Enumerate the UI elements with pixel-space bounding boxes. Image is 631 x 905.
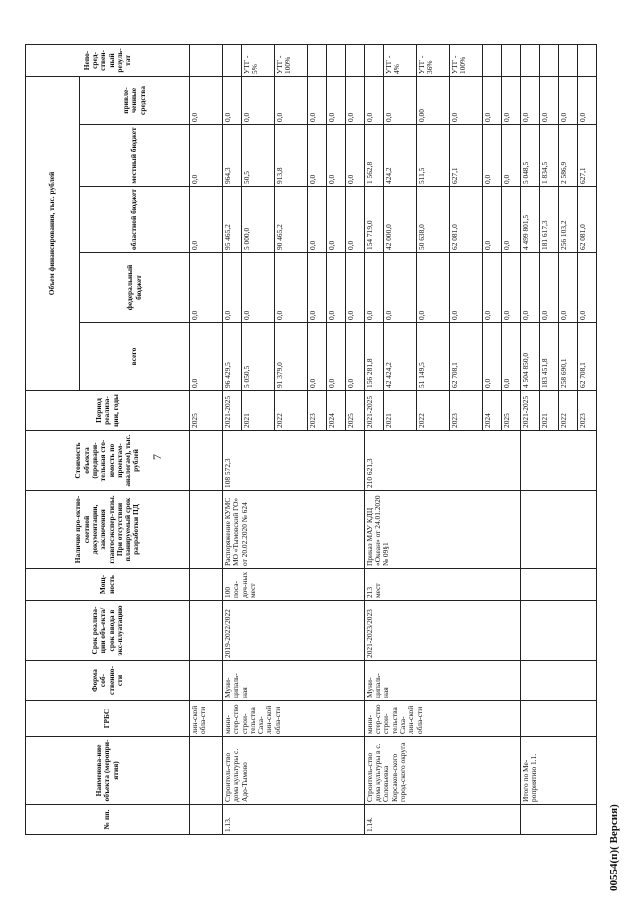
cell-federal: 0,0 (307, 253, 326, 323)
table-row (520, 44, 539, 834)
cell-total: 51 149,5 (416, 323, 449, 391)
cell-local: 1 834,5 (539, 125, 558, 187)
header-federal: федеральный бюджет (80, 253, 190, 323)
cell-local: 0,0 (326, 125, 345, 187)
cell-grbs: мини-стер-ство строи-тельства Саха-лин-ской обла-сти (364, 701, 520, 737)
cell-regional: 0,0 (190, 187, 223, 253)
cell-attracted: 0,0 (482, 76, 501, 124)
cell-local: 0,0 (345, 125, 364, 187)
cell-regional: 256 103,2 (558, 187, 577, 253)
cell-result (345, 44, 364, 76)
cell-federal: 0,0 (383, 253, 416, 323)
header-period-years: Период реализа-ции, годы (26, 391, 190, 431)
cell-total: 0,0 (190, 323, 223, 391)
cell-regional: 0,0 (307, 187, 326, 253)
cell-attracted: 0,00 (416, 76, 449, 124)
cell-result (222, 44, 241, 76)
cell-total: 258 690,1 (558, 323, 577, 391)
cell-num (190, 805, 223, 835)
cell-year: 2023 (449, 391, 482, 431)
cell-regional: 90 465,2 (274, 187, 307, 253)
cell-result: УТГ - 100% (274, 44, 307, 76)
cell-result (577, 44, 596, 76)
document-footer: 00554(п)( Версия) (608, 804, 620, 891)
cell-federal: 0,0 (558, 253, 577, 323)
cell-regional: 0,0 (345, 187, 364, 253)
cell-capacity: 213 мест (364, 569, 520, 601)
cell-attracted: 0,0 (307, 76, 326, 124)
cell-total: 5 050,5 (241, 323, 274, 391)
cell-attracted: 0,0 (190, 76, 223, 124)
cell-ownership (520, 661, 596, 701)
cell-year: 2021 (383, 391, 416, 431)
cell-local: 424,2 (383, 125, 416, 187)
cell-result (190, 44, 223, 76)
cell-total: 0,0 (482, 323, 501, 391)
cell-period-build: 2021-2023/2023 (364, 601, 520, 661)
cell-name: Итого по Ме-роприятию 1.1. (520, 737, 596, 805)
cell-total: 0,0 (501, 323, 520, 391)
cell-result (501, 44, 520, 76)
cell-regional: 154 719,0 (364, 187, 383, 253)
cell-period-build (190, 601, 223, 661)
cell-total: 156 281,8 (364, 323, 383, 391)
cell-result: УТГ - 4% (383, 44, 416, 76)
cell-local: 5 048,5 (520, 125, 539, 187)
cell-result: УТГ - 5% (241, 44, 274, 76)
cell-cost (520, 431, 596, 491)
cell-name: Строитель-ство дома культуры с. Адо-Тымово (222, 737, 364, 805)
cell-regional: 0,0 (326, 187, 345, 253)
header-design-docs: Наличие про-ектно-сметной документации, заключения главгосэкспер-тизы. При отсутствии планируемый срок разработки ПД (26, 491, 190, 569)
cell-local: 913,8 (274, 125, 307, 187)
cell-result (520, 44, 539, 76)
header-row-top (26, 44, 80, 834)
table-row (364, 44, 383, 834)
header-result: Непо-сред-ствен-ный резуль-тат (26, 44, 190, 76)
header-num: № пп. (26, 805, 190, 835)
cell-result: УТГ - 100% (449, 44, 482, 76)
cell-local: 50,5 (241, 125, 274, 187)
cell-year: 2025 (345, 391, 364, 431)
cell-design-docs (520, 491, 596, 569)
cell-year: 2021-2025 (520, 391, 539, 431)
cell-num: 1.14. (364, 805, 520, 835)
cell-year: 2025 (190, 391, 223, 431)
cell-regional: 4 499 801,5 (520, 187, 539, 253)
cell-cost: 108 572,3 (222, 431, 364, 491)
cell-federal: 0,0 (416, 253, 449, 323)
cell-local: 964,3 (222, 125, 241, 187)
cell-federal: 0,0 (482, 253, 501, 323)
cell-local: 1 562,8 (364, 125, 383, 187)
cell-ownership (190, 661, 223, 701)
cell-attracted: 0,0 (577, 76, 596, 124)
cell-regional: 62 081,0 (577, 187, 596, 253)
cell-attracted: 0,0 (539, 76, 558, 124)
cell-cost: 210 621,3 (364, 431, 520, 491)
cell-federal: 0,0 (449, 253, 482, 323)
cell-year: 2023 (307, 391, 326, 431)
cell-name (190, 737, 223, 805)
cell-federal: 0,0 (345, 253, 364, 323)
header-local: местный бюджет (80, 125, 190, 187)
cell-federal: 0,0 (577, 253, 596, 323)
cell-federal: 0,0 (222, 253, 241, 323)
cell-total: 91 379,0 (274, 323, 307, 391)
cell-local: 0,0 (307, 125, 326, 187)
cell-attracted: 0,0 (222, 76, 241, 124)
page-number: 7 (150, 454, 164, 460)
cell-design-docs (190, 491, 223, 569)
cell-regional: 95 465,2 (222, 187, 241, 253)
cell-year: 2021 (241, 391, 274, 431)
cell-total: 0,0 (307, 323, 326, 391)
header-funding-group: Объем финансирования, тыс. рублей (26, 76, 80, 390)
cell-regional: 181 617,3 (539, 187, 558, 253)
cell-attracted: 0,0 (364, 76, 383, 124)
cell-design-docs: Приказ МАУ КДЦ «Океан» от 24.01.2020 № 09§1 (364, 491, 520, 569)
cell-total: 96 429,5 (222, 323, 241, 391)
cell-total: 62 708,1 (577, 323, 596, 391)
cell-num (520, 805, 596, 835)
cell-total: 62 708,1 (449, 323, 482, 391)
header-grbs: ГРБС (26, 701, 190, 737)
header-attracted: привле-ченные средства (80, 76, 190, 124)
cell-local: 627,1 (577, 125, 596, 187)
cell-attracted: 0,0 (558, 76, 577, 124)
cell-federal: 0,0 (274, 253, 307, 323)
cell-local: 0,0 (482, 125, 501, 187)
cell-cost (190, 431, 223, 491)
header-period-build: Срок реализа-ции объ-екта/срок ввода в экс-плуатацию (26, 601, 190, 661)
cell-total: 183 451,8 (539, 323, 558, 391)
cell-result (539, 44, 558, 76)
cell-period-build: 2019-2022/2022 (222, 601, 364, 661)
cell-attracted: 0,0 (274, 76, 307, 124)
cell-total: 0,0 (326, 323, 345, 391)
cell-local: 0,0 (501, 125, 520, 187)
cell-result (482, 44, 501, 76)
cell-num: 1.13. (222, 805, 364, 835)
cell-capacity (190, 569, 223, 601)
cell-regional: 62 081,0 (449, 187, 482, 253)
cell-ownership: Муни-ципаль-ная (222, 661, 364, 701)
cell-attracted: 0,0 (241, 76, 274, 124)
cell-regional: 42 000,0 (383, 187, 416, 253)
cell-result (326, 44, 345, 76)
cell-local: 0,0 (190, 125, 223, 187)
header-ownership: Форма соб-ственно-сти (26, 661, 190, 701)
cell-total: 4 504 850,0 (520, 323, 539, 391)
cell-local: 627,1 (449, 125, 482, 187)
cell-year: 2024 (326, 391, 345, 431)
cell-year: 2021-2025 (222, 391, 241, 431)
header-total: всего (80, 323, 190, 391)
table-row (222, 44, 241, 834)
cell-regional: 0,0 (501, 187, 520, 253)
cell-federal: 0,0 (241, 253, 274, 323)
cell-regional: 5 000,0 (241, 187, 274, 253)
cell-year: 2022 (558, 391, 577, 431)
cell-year: 2022 (416, 391, 449, 431)
cell-grbs (520, 701, 596, 737)
cell-federal: 0,0 (190, 253, 223, 323)
cell-capacity (520, 569, 596, 601)
cell-federal: 0,0 (520, 253, 539, 323)
cell-name: Строитель-ство дома культуры в с. Соловьевка Корсаков-ского город-ского округа (364, 737, 520, 805)
cell-total: 42 424,2 (383, 323, 416, 391)
cell-result (364, 44, 383, 76)
cell-capacity: 100 поса-доч-ных мест (222, 569, 364, 601)
cell-grbs: лин-ской обла-сти (190, 701, 223, 737)
cell-result (307, 44, 326, 76)
cell-year: 2022 (274, 391, 307, 431)
cell-grbs: мини-стер-ство строи-тельства Саха-лин-ской обла-сти (222, 701, 364, 737)
cell-federal: 0,0 (364, 253, 383, 323)
cell-year: 2021-2025 (364, 391, 383, 431)
cell-federal: 0,0 (326, 253, 345, 323)
cell-local: 511,5 (416, 125, 449, 187)
cell-result (558, 44, 577, 76)
cell-year: 2021 (539, 391, 558, 431)
cell-year: 2024 (482, 391, 501, 431)
cell-attracted: 0,0 (383, 76, 416, 124)
funding-table (25, 44, 597, 835)
cell-year: 2025 (501, 391, 520, 431)
cell-attracted: 0,0 (345, 76, 364, 124)
cell-federal: 0,0 (539, 253, 558, 323)
cell-regional: 0,0 (482, 187, 501, 253)
cell-design-docs: Распоряжение КУМС МО «Тымовский ГО» от 20.02.2020 № 624 (222, 491, 364, 569)
cell-ownership: Муни-ципаль-ная (364, 661, 520, 701)
cell-attracted: 0,0 (326, 76, 345, 124)
cell-result: УТГ - 36% (416, 44, 449, 76)
cell-attracted: 0,0 (501, 76, 520, 124)
cell-attracted: 0,0 (449, 76, 482, 124)
cell-period-build (520, 601, 596, 661)
header-regional: областной бюджет (80, 187, 190, 253)
cell-attracted: 0,0 (520, 76, 539, 124)
cell-total: 0,0 (345, 323, 364, 391)
header-name: Наименова-ние объекта (меропри-ятия) (26, 737, 190, 805)
cell-federal: 0,0 (501, 253, 520, 323)
cell-year: 2023 (577, 391, 596, 431)
cell-regional: 50 638,0 (416, 187, 449, 253)
header-capacity: Мощ-ность (26, 569, 190, 601)
header-cost: Стоимость объекта (предвари-тельная сто-имость по проектам-аналогам), тыс. рублей (26, 431, 190, 491)
cell-local: 2 586,9 (558, 125, 577, 187)
table-row (190, 44, 223, 834)
